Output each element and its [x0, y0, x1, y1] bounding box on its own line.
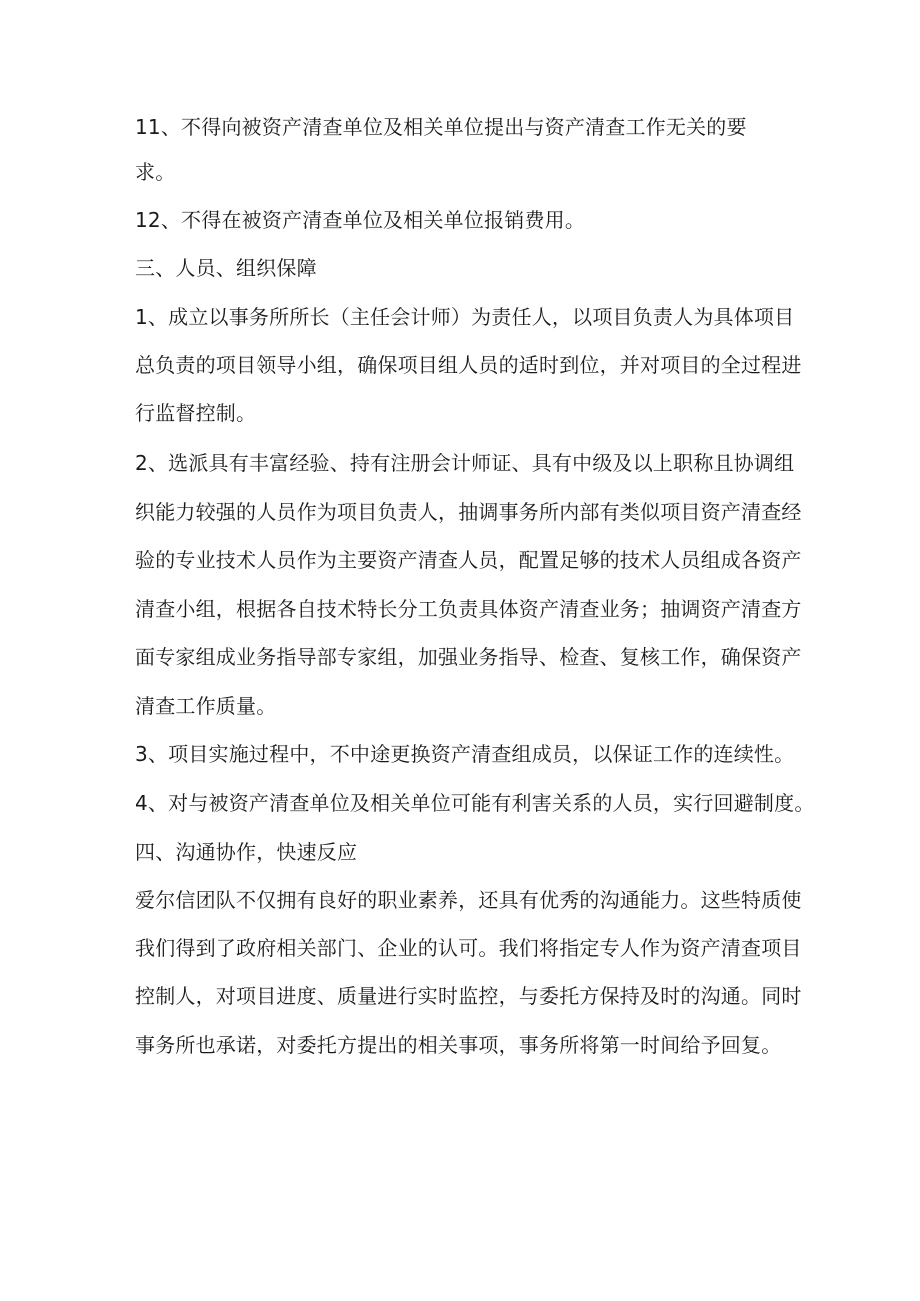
text-line: 3、项目实施过程中，不中途更换资产清查组成员，以保证工作的连续性。 [135, 742, 795, 766]
text-line: 验的专业技术人员作为主要资产清查人员，配置足够的技术人员组成各资产 [135, 548, 802, 572]
text-line: 2、选派具有丰富经验、持有注册会计师证、具有中级及以上职称且协调组 [135, 451, 795, 475]
section-heading: 三、人员、组织保障 [135, 256, 317, 280]
text-line: 织能力较强的人员作为项目负责人，抽调事务所内部有类似项目资产清查经 [135, 500, 802, 524]
text-line: 清查小组，根据各自技术特长分工负责具体资产清查业务；抽调资产清查方 [135, 597, 802, 621]
text-line: 求。 [135, 160, 176, 184]
text-line: 我们得到了政府相关部门、企业的认可。我们将指定专人作为资产清查项目 [135, 936, 802, 960]
text-line: 面专家组成业务指导部专家组，加强业务指导、检查、复核工作，确保资产 [135, 645, 802, 669]
text-line: 控制人，对项目进度、质量进行实时监控，与委托方保持及时的沟通。同时 [135, 984, 802, 1008]
text-line: 清查工作质量。 [135, 694, 277, 718]
text-line: 爱尔信团队不仅拥有良好的职业素养，还具有优秀的沟通能力。这些特质使 [135, 888, 802, 912]
text-line: 12、不得在被资产清查单位及相关单位报销费用。 [135, 208, 586, 232]
text-line: 总负责的项目领导小组，确保项目组人员的适时到位，并对项目的全过程进 [135, 353, 802, 377]
text-line: 11、不得向被资产清查单位及相关单位提出与资产清查工作无关的要 [135, 115, 747, 139]
section-heading: 四、沟通协作，快速反应 [135, 840, 358, 864]
text-line: 4、对与被资产清查单位及相关单位可能有利害关系的人员，实行回避制度。 [135, 791, 815, 815]
text-line: 1、成立以事务所所长（主任会计师）为责任人，以项目负责人为具体项目 [135, 305, 795, 329]
text-line: 事务所也承诺，对委托方提出的相关事项，事务所将第一时间给予回复。 [135, 1033, 782, 1057]
text-line: 行监督控制。 [135, 401, 257, 425]
